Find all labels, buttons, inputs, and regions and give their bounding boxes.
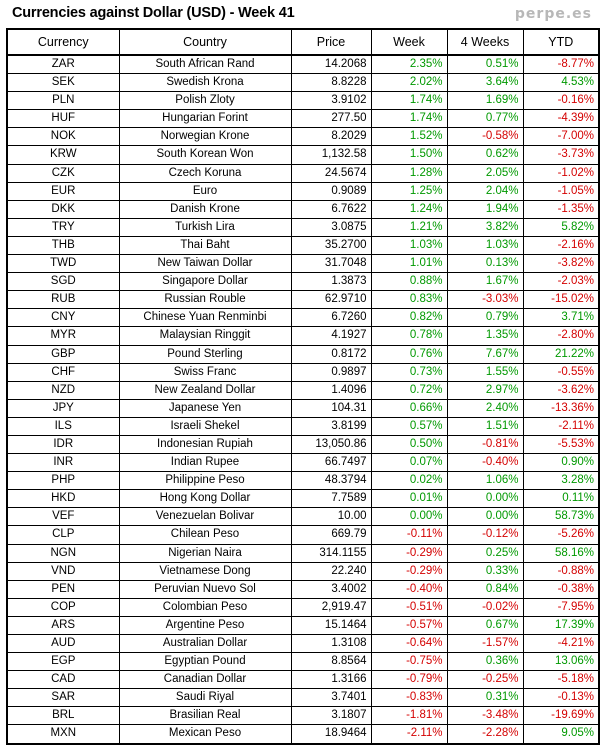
cell-currency: NGN (7, 544, 119, 562)
cell-ytd-change: -15.02% (523, 291, 599, 309)
cell-country: Russian Rouble (119, 291, 291, 309)
cell-currency: COP (7, 598, 119, 616)
cell-ytd-change: -2.80% (523, 327, 599, 345)
cell-country: Brasilian Real (119, 707, 291, 725)
cell-country: Philippine Peso (119, 472, 291, 490)
cell-price: 314.1155 (291, 544, 371, 562)
table-row (7, 472, 599, 490)
table-row (7, 74, 599, 92)
cell-4week-change: -0.58% (447, 128, 523, 146)
cell-ytd-change: 0.90% (523, 454, 599, 472)
cell-country: Turkish Lira (119, 218, 291, 236)
cell-4week-change: 1.94% (447, 200, 523, 218)
cell-week-change: -0.79% (371, 671, 447, 689)
cell-4week-change: 0.00% (447, 490, 523, 508)
column-header-price: Price (291, 29, 371, 55)
table-row (7, 110, 599, 128)
cell-country: Indonesian Rupiah (119, 435, 291, 453)
cell-ytd-change: -0.88% (523, 562, 599, 580)
table-row (7, 273, 599, 291)
cell-4week-change: 1.51% (447, 417, 523, 435)
cell-4week-change: 1.69% (447, 92, 523, 110)
cell-week-change: 0.57% (371, 417, 447, 435)
cell-price: 35.2700 (291, 236, 371, 254)
cell-ytd-change: -1.35% (523, 200, 599, 218)
cell-week-change: 0.72% (371, 381, 447, 399)
cell-week-change: 1.74% (371, 110, 447, 128)
cell-week-change: 0.82% (371, 309, 447, 327)
cell-ytd-change: -3.62% (523, 381, 599, 399)
cell-4week-change: 0.62% (447, 146, 523, 164)
cell-price: 14.2068 (291, 55, 371, 74)
cell-ytd-change: -0.38% (523, 580, 599, 598)
cell-country: Polish Zloty (119, 92, 291, 110)
cell-4week-change: 0.79% (447, 309, 523, 327)
table-row (7, 671, 599, 689)
cell-currency: CNY (7, 309, 119, 327)
cell-ytd-change: -0.13% (523, 689, 599, 707)
cell-ytd-change: 0.11% (523, 490, 599, 508)
table-row (7, 616, 599, 634)
cell-price: 24.5674 (291, 164, 371, 182)
cell-country: Colombian Peso (119, 598, 291, 616)
cell-ytd-change: -13.36% (523, 399, 599, 417)
site-brand-logo: perpe.es (514, 6, 592, 22)
cell-ytd-change: 13.06% (523, 653, 599, 671)
cell-country: Vietnamese Dong (119, 562, 291, 580)
cell-currency: HUF (7, 110, 119, 128)
cell-country: Peruvian Nuevo Sol (119, 580, 291, 598)
cell-4week-change: 3.64% (447, 74, 523, 92)
cell-week-change: 0.01% (371, 490, 447, 508)
table-row (7, 598, 599, 616)
cell-country: Thai Baht (119, 236, 291, 254)
cell-currency: EGP (7, 653, 119, 671)
cell-week-change: 2.02% (371, 74, 447, 92)
cell-ytd-change: -4.39% (523, 110, 599, 128)
cell-4week-change: 1.06% (447, 472, 523, 490)
cell-country: Euro (119, 182, 291, 200)
cell-price: 3.7401 (291, 689, 371, 707)
cell-ytd-change: 3.28% (523, 472, 599, 490)
cell-country: Hungarian Forint (119, 110, 291, 128)
cell-4week-change: 0.84% (447, 580, 523, 598)
cell-price: 48.3794 (291, 472, 371, 490)
cell-4week-change: 1.67% (447, 273, 523, 291)
cell-4week-change: 0.77% (447, 110, 523, 128)
cell-currency: INR (7, 454, 119, 472)
table-header (7, 29, 599, 55)
cell-week-change: -0.75% (371, 653, 447, 671)
cell-week-change: 0.78% (371, 327, 447, 345)
table-row (7, 508, 599, 526)
table-body (7, 55, 599, 744)
cell-price: 0.9897 (291, 363, 371, 381)
cell-currency: VND (7, 562, 119, 580)
cell-price: 62.9710 (291, 291, 371, 309)
cell-currency: SGD (7, 273, 119, 291)
cell-4week-change: -3.03% (447, 291, 523, 309)
cell-currency: VEF (7, 508, 119, 526)
cell-currency: SEK (7, 74, 119, 92)
cell-currency: DKK (7, 200, 119, 218)
cell-country: Argentine Peso (119, 616, 291, 634)
cell-week-change: 0.73% (371, 363, 447, 381)
cell-ytd-change: -0.16% (523, 92, 599, 110)
cell-ytd-change: 58.16% (523, 544, 599, 562)
cell-4week-change: 2.40% (447, 399, 523, 417)
cell-country: South African Rand (119, 55, 291, 74)
cell-ytd-change: 3.71% (523, 309, 599, 327)
table-row (7, 182, 599, 200)
cell-4week-change: 0.25% (447, 544, 523, 562)
cell-country: Pound Sterling (119, 345, 291, 363)
cell-country: Chinese Yuan Renminbi (119, 309, 291, 327)
cell-week-change: -0.29% (371, 562, 447, 580)
cell-currency: CZK (7, 164, 119, 182)
cell-ytd-change: -0.55% (523, 363, 599, 381)
cell-currency: THB (7, 236, 119, 254)
cell-4week-change: 0.00% (447, 508, 523, 526)
cell-country: Venezuelan Bolivar (119, 508, 291, 526)
cell-ytd-change: -1.02% (523, 164, 599, 182)
page-header (6, 4, 598, 26)
cell-country: Singapore Dollar (119, 273, 291, 291)
cell-ytd-change: -8.77% (523, 55, 599, 74)
cell-currency: SAR (7, 689, 119, 707)
table-row (7, 146, 599, 164)
cell-ytd-change: 9.05% (523, 725, 599, 744)
cell-price: 104.31 (291, 399, 371, 417)
cell-price: 31.7048 (291, 255, 371, 273)
currencies-table (6, 28, 600, 745)
cell-week-change: 0.66% (371, 399, 447, 417)
table-row (7, 363, 599, 381)
cell-ytd-change: -3.82% (523, 255, 599, 273)
cell-4week-change: -0.12% (447, 526, 523, 544)
cell-price: 18.9464 (291, 725, 371, 744)
cell-week-change: 1.24% (371, 200, 447, 218)
cell-week-change: -0.11% (371, 526, 447, 544)
column-header-currency: Currency (7, 29, 119, 55)
cell-ytd-change: 5.82% (523, 218, 599, 236)
cell-ytd-change: -7.95% (523, 598, 599, 616)
cell-price: 1.3108 (291, 635, 371, 653)
table-row (7, 327, 599, 345)
cell-week-change: 2.35% (371, 55, 447, 74)
cell-4week-change: 0.36% (447, 653, 523, 671)
cell-currency: NZD (7, 381, 119, 399)
cell-price: 3.0875 (291, 218, 371, 236)
cell-price: 8.8228 (291, 74, 371, 92)
table-header-row (7, 29, 599, 55)
table-row (7, 128, 599, 146)
cell-country: Mexican Peso (119, 725, 291, 744)
cell-country: Chilean Peso (119, 526, 291, 544)
column-header-4weeks: 4 Weeks (447, 29, 523, 55)
column-header-week: Week (371, 29, 447, 55)
cell-price: 1,132.58 (291, 146, 371, 164)
cell-ytd-change: -2.03% (523, 273, 599, 291)
cell-price: 8.2029 (291, 128, 371, 146)
cell-price: 3.1807 (291, 707, 371, 725)
cell-price: 6.7622 (291, 200, 371, 218)
cell-week-change: -0.64% (371, 635, 447, 653)
cell-currency: JPY (7, 399, 119, 417)
table-row (7, 544, 599, 562)
cell-week-change: 1.52% (371, 128, 447, 146)
cell-week-change: -2.11% (371, 725, 447, 744)
cell-4week-change: -0.25% (447, 671, 523, 689)
cell-price: 3.4002 (291, 580, 371, 598)
table-row (7, 236, 599, 254)
cell-4week-change: -0.81% (447, 435, 523, 453)
table-row (7, 526, 599, 544)
table-row (7, 399, 599, 417)
cell-ytd-change: -1.05% (523, 182, 599, 200)
cell-price: 3.8199 (291, 417, 371, 435)
cell-currency: PHP (7, 472, 119, 490)
cell-week-change: -0.83% (371, 689, 447, 707)
cell-country: Canadian Dollar (119, 671, 291, 689)
cell-price: 4.1927 (291, 327, 371, 345)
cell-country: South Korean Won (119, 146, 291, 164)
cell-price: 1.4096 (291, 381, 371, 399)
cell-currency: ARS (7, 616, 119, 634)
table-row (7, 689, 599, 707)
cell-week-change: -0.40% (371, 580, 447, 598)
cell-4week-change: 2.05% (447, 164, 523, 182)
cell-week-change: 1.25% (371, 182, 447, 200)
cell-week-change: 1.28% (371, 164, 447, 182)
column-header-country: Country (119, 29, 291, 55)
cell-ytd-change: 58.73% (523, 508, 599, 526)
table-row (7, 635, 599, 653)
table-row (7, 164, 599, 182)
cell-price: 1.3166 (291, 671, 371, 689)
cell-4week-change: 3.82% (447, 218, 523, 236)
table-row (7, 580, 599, 598)
cell-week-change: 0.88% (371, 273, 447, 291)
cell-week-change: 1.03% (371, 236, 447, 254)
cell-ytd-change: -5.18% (523, 671, 599, 689)
cell-ytd-change: 4.53% (523, 74, 599, 92)
cell-ytd-change: -5.53% (523, 435, 599, 453)
cell-currency: AUD (7, 635, 119, 653)
cell-currency: CHF (7, 363, 119, 381)
table-row (7, 454, 599, 472)
cell-currency: PEN (7, 580, 119, 598)
cell-4week-change: -2.28% (447, 725, 523, 744)
cell-price: 6.7260 (291, 309, 371, 327)
cell-country: New Zealand Dollar (119, 381, 291, 399)
table-row (7, 55, 599, 74)
page-title: Currencies against Dollar (USD) - Week 41 (12, 5, 295, 21)
cell-price: 7.7589 (291, 490, 371, 508)
cell-ytd-change: -2.16% (523, 236, 599, 254)
cell-week-change: 0.83% (371, 291, 447, 309)
cell-4week-change: 0.33% (447, 562, 523, 580)
cell-ytd-change: -5.26% (523, 526, 599, 544)
cell-ytd-change: -19.69% (523, 707, 599, 725)
cell-week-change: 0.76% (371, 345, 447, 363)
cell-ytd-change: -4.21% (523, 635, 599, 653)
cell-week-change: -0.51% (371, 598, 447, 616)
cell-4week-change: 1.35% (447, 327, 523, 345)
cell-4week-change: -0.02% (447, 598, 523, 616)
cell-currency: TWD (7, 255, 119, 273)
cell-country: Swedish Krona (119, 74, 291, 92)
cell-price: 0.8172 (291, 345, 371, 363)
cell-currency: MYR (7, 327, 119, 345)
cell-ytd-change: -7.00% (523, 128, 599, 146)
cell-week-change: -1.81% (371, 707, 447, 725)
cell-4week-change: 7.67% (447, 345, 523, 363)
table-row (7, 291, 599, 309)
cell-currency: NOK (7, 128, 119, 146)
cell-country: Australian Dollar (119, 635, 291, 653)
cell-country: Egyptian Pound (119, 653, 291, 671)
cell-price: 66.7497 (291, 454, 371, 472)
cell-currency: TRY (7, 218, 119, 236)
cell-currency: RUB (7, 291, 119, 309)
cell-country: Hong Kong Dollar (119, 490, 291, 508)
table-row (7, 92, 599, 110)
cell-week-change: 1.01% (371, 255, 447, 273)
cell-4week-change: 1.55% (447, 363, 523, 381)
table-row (7, 345, 599, 363)
cell-4week-change: 0.13% (447, 255, 523, 273)
cell-week-change: 0.00% (371, 508, 447, 526)
cell-currency: BRL (7, 707, 119, 725)
cell-4week-change: 0.67% (447, 616, 523, 634)
table-row (7, 417, 599, 435)
table-row (7, 255, 599, 273)
cell-week-change: -0.29% (371, 544, 447, 562)
cell-country: Czech Koruna (119, 164, 291, 182)
cell-currency: ZAR (7, 55, 119, 74)
cell-currency: MXN (7, 725, 119, 744)
cell-currency: GBP (7, 345, 119, 363)
cell-4week-change: 1.03% (447, 236, 523, 254)
cell-country: Japanese Yen (119, 399, 291, 417)
cell-ytd-change: 17.39% (523, 616, 599, 634)
cell-week-change: 1.21% (371, 218, 447, 236)
cell-currency: CLP (7, 526, 119, 544)
cell-currency: KRW (7, 146, 119, 164)
cell-currency: CAD (7, 671, 119, 689)
cell-country: New Taiwan Dollar (119, 255, 291, 273)
cell-week-change: 1.50% (371, 146, 447, 164)
cell-price: 8.8564 (291, 653, 371, 671)
cell-country: Indian Rupee (119, 454, 291, 472)
cell-price: 22.240 (291, 562, 371, 580)
table-row (7, 435, 599, 453)
cell-currency: PLN (7, 92, 119, 110)
cell-week-change: 0.07% (371, 454, 447, 472)
table-row (7, 309, 599, 327)
cell-country: Norwegian Krone (119, 128, 291, 146)
cell-price: 669.79 (291, 526, 371, 544)
cell-country: Saudi Riyal (119, 689, 291, 707)
cell-week-change: 0.50% (371, 435, 447, 453)
cell-country: Danish Krone (119, 200, 291, 218)
cell-ytd-change: -3.73% (523, 146, 599, 164)
column-header-ytd: YTD (523, 29, 599, 55)
cell-price: 277.50 (291, 110, 371, 128)
cell-price: 10.00 (291, 508, 371, 526)
cell-price: 3.9102 (291, 92, 371, 110)
cell-week-change: 1.74% (371, 92, 447, 110)
cell-4week-change: -3.48% (447, 707, 523, 725)
table-row (7, 725, 599, 744)
table-row (7, 562, 599, 580)
table-row (7, 490, 599, 508)
cell-country: Nigerian Naira (119, 544, 291, 562)
cell-currency: HKD (7, 490, 119, 508)
cell-4week-change: 2.97% (447, 381, 523, 399)
table-row (7, 653, 599, 671)
cell-currency: ILS (7, 417, 119, 435)
cell-week-change: 0.02% (371, 472, 447, 490)
cell-price: 13,050.86 (291, 435, 371, 453)
cell-price: 1.3873 (291, 273, 371, 291)
cell-country: Israeli Shekel (119, 417, 291, 435)
cell-ytd-change: 21.22% (523, 345, 599, 363)
cell-4week-change: -1.57% (447, 635, 523, 653)
cell-price: 2,919.47 (291, 598, 371, 616)
cell-country: Malaysian Ringgit (119, 327, 291, 345)
cell-4week-change: 2.04% (447, 182, 523, 200)
cell-ytd-change: -2.11% (523, 417, 599, 435)
cell-currency: IDR (7, 435, 119, 453)
cell-price: 0.9089 (291, 182, 371, 200)
cell-week-change: -0.57% (371, 616, 447, 634)
cell-currency: EUR (7, 182, 119, 200)
table-row (7, 200, 599, 218)
cell-4week-change: 0.31% (447, 689, 523, 707)
cell-4week-change: 0.51% (447, 55, 523, 74)
cell-country: Swiss Franc (119, 363, 291, 381)
table-row (7, 381, 599, 399)
table-row (7, 218, 599, 236)
cell-price: 15.1464 (291, 616, 371, 634)
cell-4week-change: -0.40% (447, 454, 523, 472)
